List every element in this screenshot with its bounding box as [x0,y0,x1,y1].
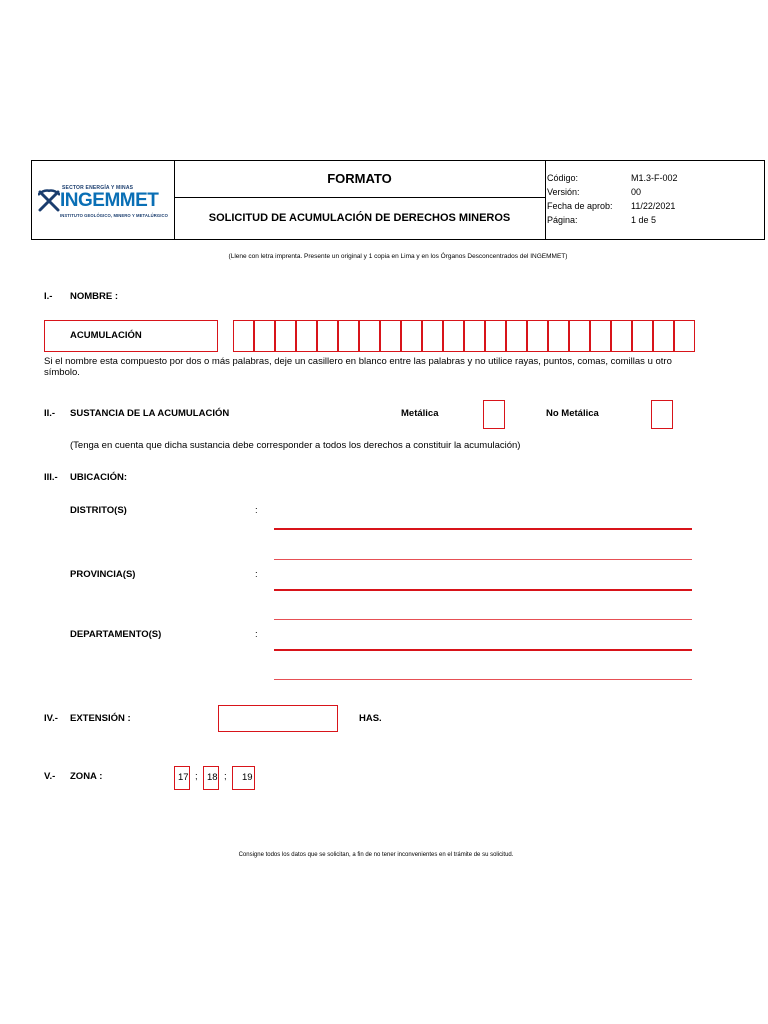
provincia-colon: : [255,569,258,580]
distrito-line-2[interactable] [274,559,692,560]
form-title: FORMATO [327,171,392,186]
departamento-colon: : [255,629,258,640]
no-metalica-label: No Metálica [546,408,599,419]
form-subtitle: SOLICITUD DE ACUMULACIÓN DE DERECHOS MINEROS [208,212,511,224]
section1-number: I.- [44,291,53,302]
meta-page-value: 1 de 5 [631,215,657,225]
departamento-line-1[interactable] [274,649,692,651]
zone-separator-1: ; [195,771,198,782]
title-divider [174,197,545,198]
distrito-colon: : [255,505,258,516]
section1-label: NOMBRE : [70,291,119,302]
name-grid-cell[interactable] [632,320,653,352]
zone-19-box[interactable] [232,766,255,790]
logo-cell [32,161,175,239]
name-grid-cell[interactable] [233,320,254,352]
ingemmet-logo [38,185,170,221]
name-grid-cell[interactable] [254,320,275,352]
name-grid-cell[interactable] [380,320,401,352]
has-unit: HAS. [359,713,382,724]
provincia-line-1[interactable] [274,589,692,591]
section2-label: SUSTANCIA DE LA ACUMULACIÓN [70,408,230,419]
name-grid-cell[interactable] [317,320,338,352]
zone-17-box[interactable] [174,766,190,790]
provincia-label: PROVINCIA(S) [70,569,136,580]
instruction-text: (Llene con letra imprenta. Presente un original y 1 copia en Lima y en los Órganos Desconcentrados del INGEMMET) [228,253,568,260]
name-grid-cell[interactable] [506,320,527,352]
name-grid-cell[interactable] [674,320,695,352]
acumulacion-label-box [44,320,218,352]
metalica-label: Metálica [401,408,439,419]
distrito-label: DISTRITO(S) [70,505,127,516]
section1-note: Si el nombre esta compuesto por dos o más palabras, deje un casillero en blanco entre las palabras y no utilice rayas, puntos, comas, comillas u otro símbolo. [44,356,672,378]
section2-note: (Tenga en cuenta que dicha sustancia debe corresponder a todos los derechos a constituir la acumulación) [70,440,521,451]
form-header [31,160,765,240]
acumulacion-label: ACUMULACIÓN [70,330,142,341]
zone-19-value: 19 [242,772,253,783]
no-metalica-checkbox[interactable] [651,400,673,429]
name-grid-cell[interactable] [422,320,443,352]
name-grid-cell[interactable] [275,320,296,352]
meta-version-label: Versión: [547,187,580,197]
name-grid-cell[interactable] [296,320,317,352]
logo-name-text: INGEMMET [60,190,159,211]
name-grid-cell[interactable] [359,320,380,352]
name-grid-cell[interactable] [569,320,590,352]
meta-date-value: 11/22/2021 [631,201,676,211]
departamento-label: DEPARTAMENTO(S) [70,629,162,640]
meta-code-label: Código: [547,173,579,183]
meta-code-value: M1.3-F-002 [631,173,678,183]
footer-note: Consigne todos los datos que se solicitan, a fin de no tener inconvenientes en el trámite de su solicitud. [238,852,514,858]
meta-page-label: Página: [547,215,578,225]
name-grid-cell[interactable] [464,320,485,352]
section4-number: IV.- [44,713,58,724]
logo-full-name-text: INSTITUTO GEOLÓGICO, MINERO Y METALÚRGICO [60,213,169,218]
pickaxe-icon [38,189,60,213]
name-grid-cell[interactable] [443,320,464,352]
section3-number: III.- [44,472,58,483]
name-grid-cell[interactable] [653,320,674,352]
section2-number: II.- [44,408,56,419]
name-grid-cell[interactable] [485,320,506,352]
zone-18-box[interactable] [203,766,219,790]
name-grid-cell[interactable] [401,320,422,352]
zone-18-value: 18 [207,772,218,783]
meta-date-label: Fecha de aprob: [547,201,613,211]
section4-label: EXTENSIÓN : [70,713,131,724]
provincia-line-2[interactable] [274,619,692,620]
meta-version-value: 00 [631,187,642,197]
metalica-checkbox[interactable] [483,400,505,429]
zone-separator-2: ; [224,771,227,782]
logo-sector-text: SECTOR ENERGÍA Y MINAS [62,185,134,191]
title-cell [174,161,546,239]
name-grid-cell[interactable] [338,320,359,352]
departamento-line-2[interactable] [274,679,692,680]
name-grid-cell[interactable] [548,320,569,352]
distrito-line-1[interactable] [274,528,692,530]
zone-17-value: 17 [178,772,189,783]
extension-input-box[interactable] [218,705,338,732]
section3-label: UBICACIÓN: [70,472,127,483]
name-grid-cell[interactable] [611,320,632,352]
name-grid-cell[interactable] [527,320,548,352]
name-grid-cell[interactable] [590,320,611,352]
section5-number: V.- [44,771,56,782]
section5-label: ZONA : [70,771,103,782]
